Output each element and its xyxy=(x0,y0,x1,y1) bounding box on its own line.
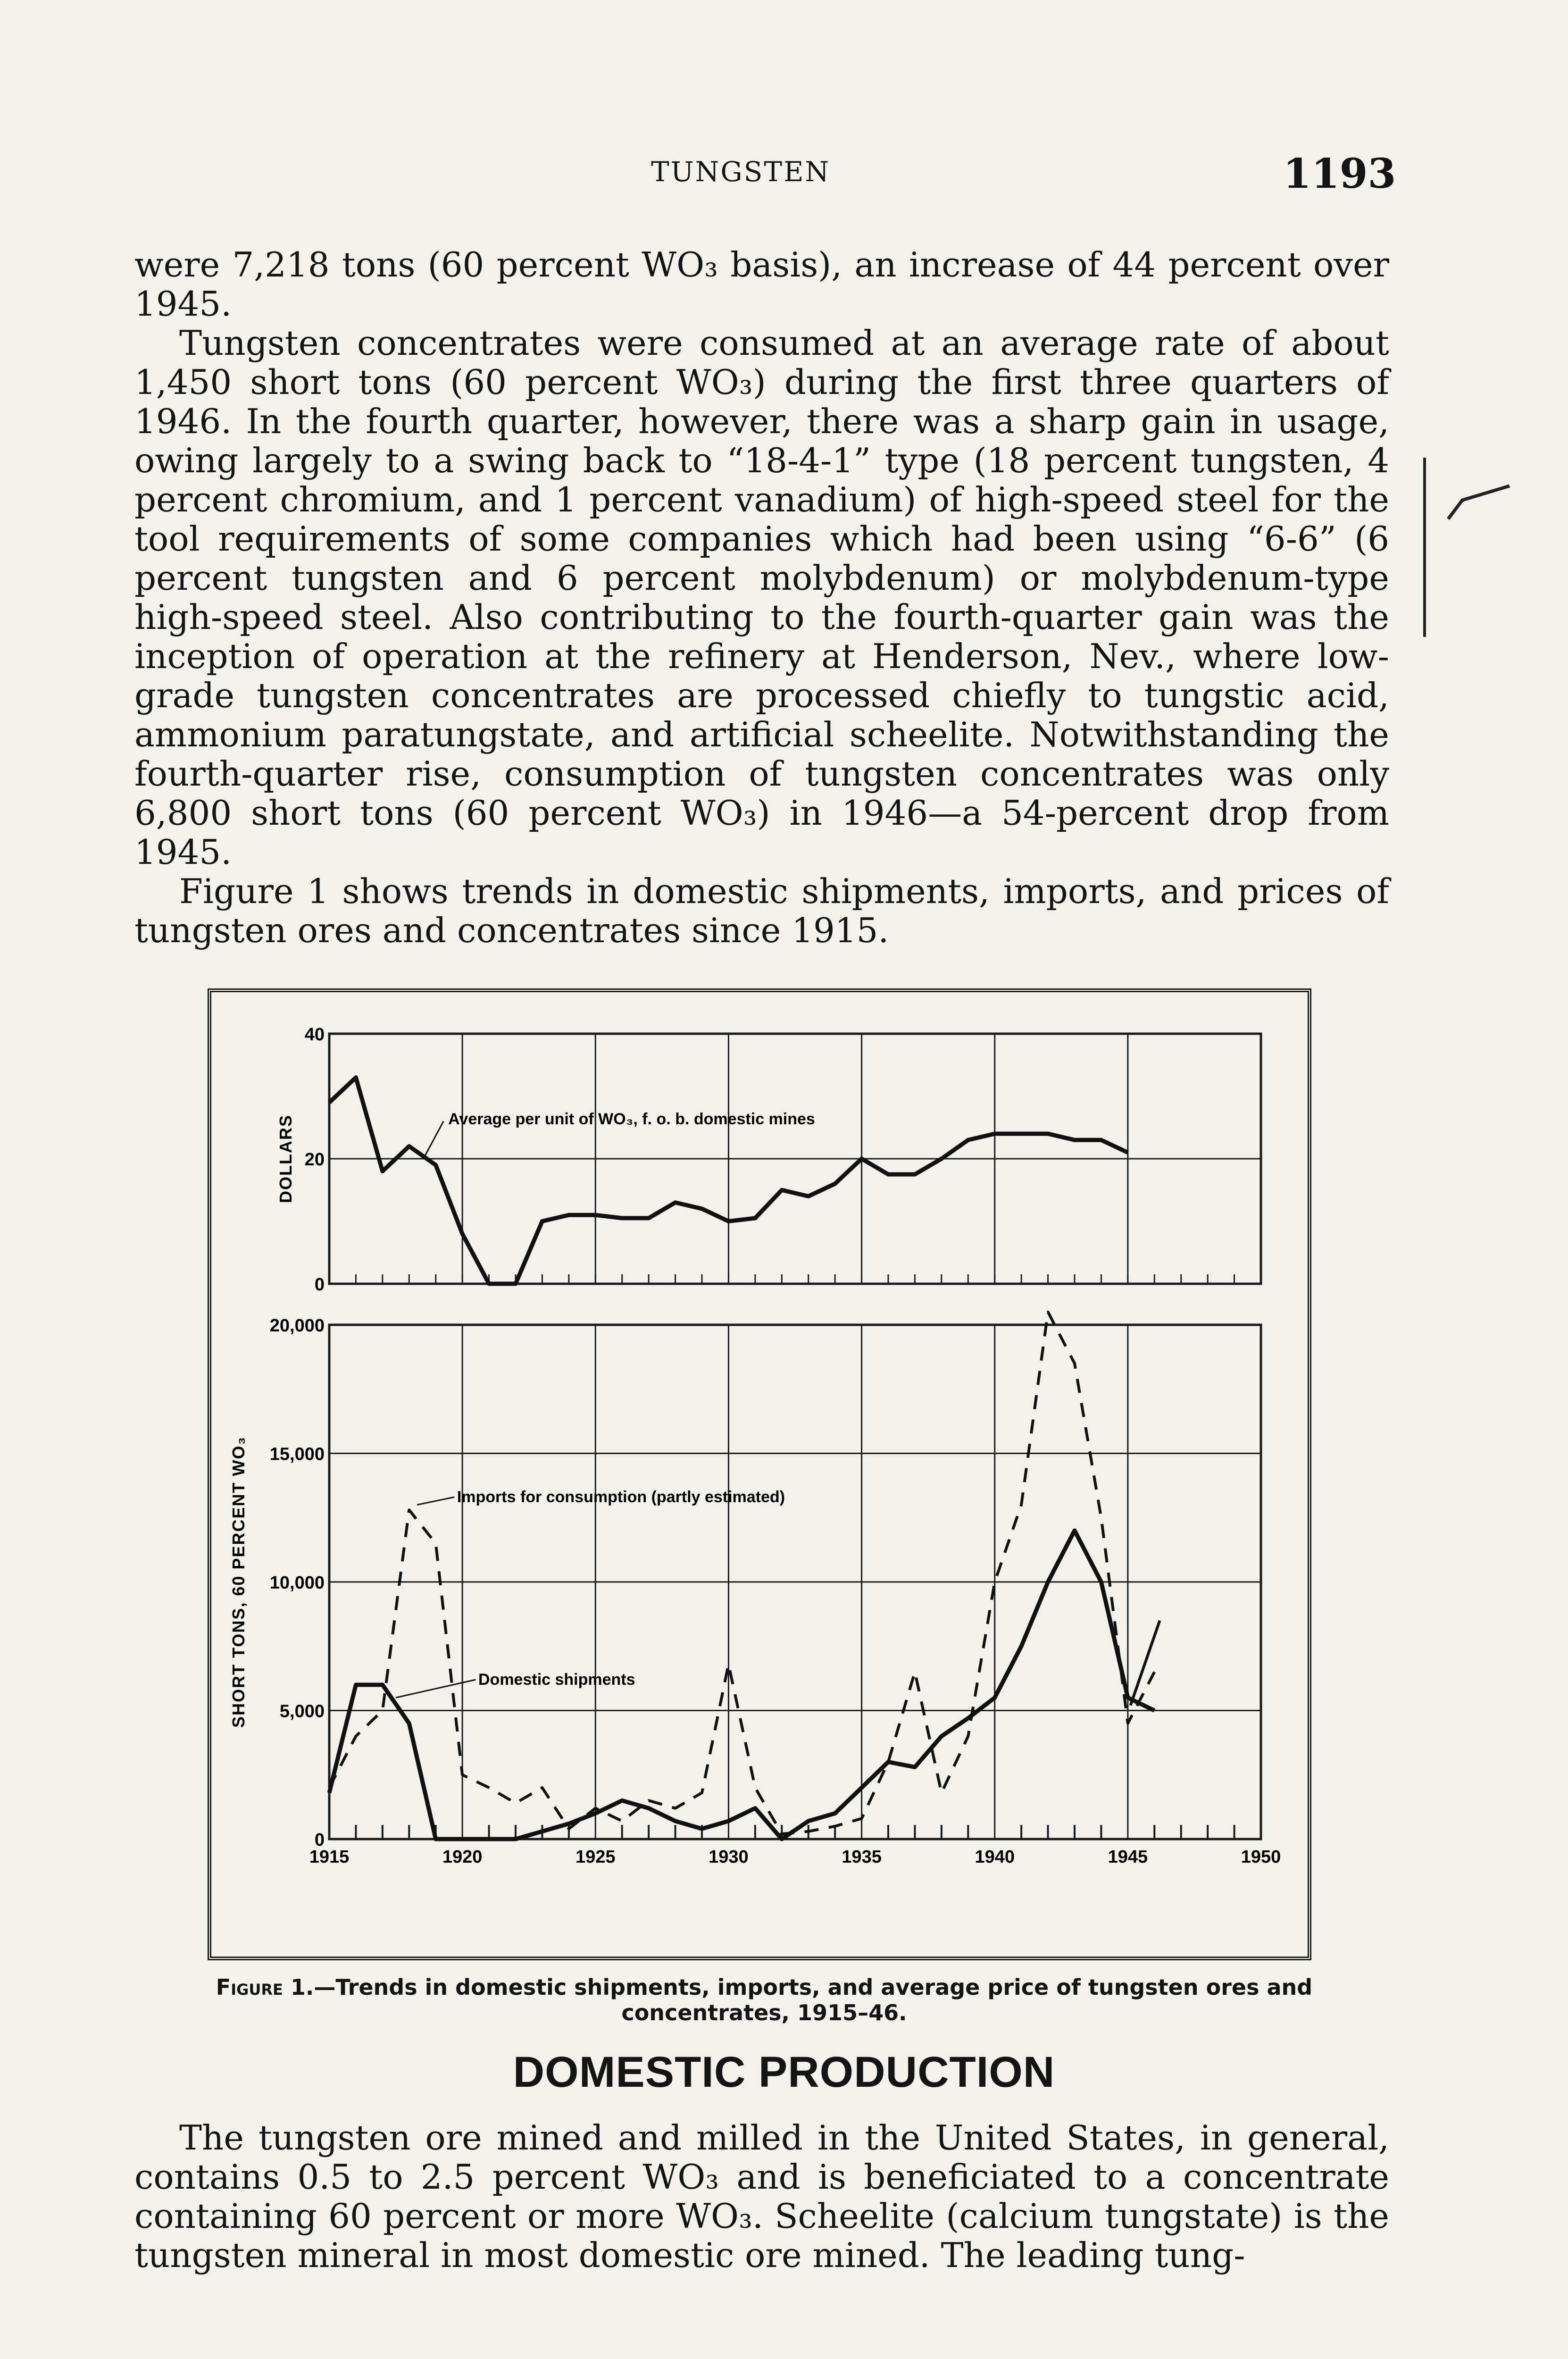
running-head: TUNGSTEN xyxy=(651,156,831,188)
x-tick-label: 1940 xyxy=(975,1847,1015,1867)
figure-caption xyxy=(142,1974,1387,2025)
y-tick-label: 10,000 xyxy=(269,1573,325,1593)
figure-1-chart xyxy=(208,988,1311,1960)
y-tick-label: 40 xyxy=(304,1025,325,1045)
x-tick-label: 1930 xyxy=(709,1847,749,1867)
page-number: 1193 xyxy=(1283,150,1396,198)
paragraph: Tungsten concentrates were consumed at an average rate of about 1,450 short tons (60 percent WO₃) during the first three quarters of 1946. In the fourth quarter, however, there was a sharp gain in usage, owing largely to a swing back to “18-4-1” type (18 percent tungsten, 4 percent chromium, and 1 percent vanadium) of high-speed steel for the tool requirements of some companies which had been using “6-6” (6 percent tungsten and 6 percent molybdenum) or molybdenum-type high-speed steel. Also contributing to the fourth-quarter gain was the inception of operation at the refinery at Henderson, Nev., where low-grade tungsten concentrates are processed chiefly to tungstic acid, ammonium paratungstate, and artificial scheelite. Notwithstanding the fourth-quarter rise, consumption of tungsten concentrates was only 6,800 short tons (60 percent WO₃) in 1946—a 54-percent drop from 1945. xyxy=(134,323,1389,872)
handwritten-mark xyxy=(1131,1621,1160,1706)
series-label-shipments: Domestic shipments xyxy=(478,1671,635,1689)
body-text-bottom xyxy=(134,2118,1389,2275)
leader-line xyxy=(425,1121,443,1156)
caption-label: Figure 1. xyxy=(216,1974,314,2000)
leader-line xyxy=(396,1680,475,1698)
paragraph: Figure 1 shows trends in domestic shipments, imports, and prices of tungsten ores and concentrates since 1915. xyxy=(134,871,1389,950)
chart-canvas xyxy=(211,992,1308,1957)
y-tick-label: 0 xyxy=(314,1830,325,1850)
series-line-imports xyxy=(329,1312,1154,1834)
margin-check-mark xyxy=(1420,448,1514,646)
paragraph: were 7,218 tons (60 percent WO₃ basis), an increase of 44 percent over 1945. xyxy=(134,245,1389,324)
y-tick-label: 15,000 xyxy=(269,1444,325,1464)
tonnage-panel xyxy=(229,1312,1281,1867)
x-tick-label: 1950 xyxy=(1241,1847,1281,1867)
series-label-price: Average per unit of WO₃, f. o. b. domestic mines xyxy=(448,1110,815,1129)
x-tick-label: 1935 xyxy=(842,1847,882,1867)
y-axis-label: DOLLARS xyxy=(276,1114,295,1203)
y-tick-label: 20 xyxy=(304,1150,325,1170)
series-label-imports: Imports for consumption (partly estimated) xyxy=(457,1488,785,1506)
body-text-top xyxy=(134,245,1389,950)
x-tick-label: 1925 xyxy=(575,1847,616,1867)
y-tick-label: 0 xyxy=(314,1275,325,1295)
x-tick-label: 1915 xyxy=(309,1847,350,1867)
y-axis-label: SHORT TONS, 60 PERCENT WO₃ xyxy=(229,1436,248,1728)
y-tick-label: 20,000 xyxy=(269,1316,325,1336)
caption-text: —Trends in domestic shipments, imports, and average price of tungsten ores and concentrates, 1915–46. xyxy=(314,1974,1313,2025)
x-tick-label: 1945 xyxy=(1108,1847,1148,1867)
price-panel xyxy=(276,1025,1261,1295)
paragraph: The tungsten ore mined and milled in the United States, in general, contains 0.5 to 2.5 percent WO₃ and is beneficiated to a concentrate containing 60 percent or more WO₃. Scheelite (calcium tungstate) is the tungsten mineral in most domestic ore mined. The leading tung- xyxy=(134,2118,1389,2275)
x-tick-label: 1920 xyxy=(442,1847,483,1867)
leader-line xyxy=(417,1497,454,1505)
section-heading: DOMESTIC PRODUCTION xyxy=(513,2048,1055,2096)
y-tick-label: 5,000 xyxy=(279,1701,325,1722)
